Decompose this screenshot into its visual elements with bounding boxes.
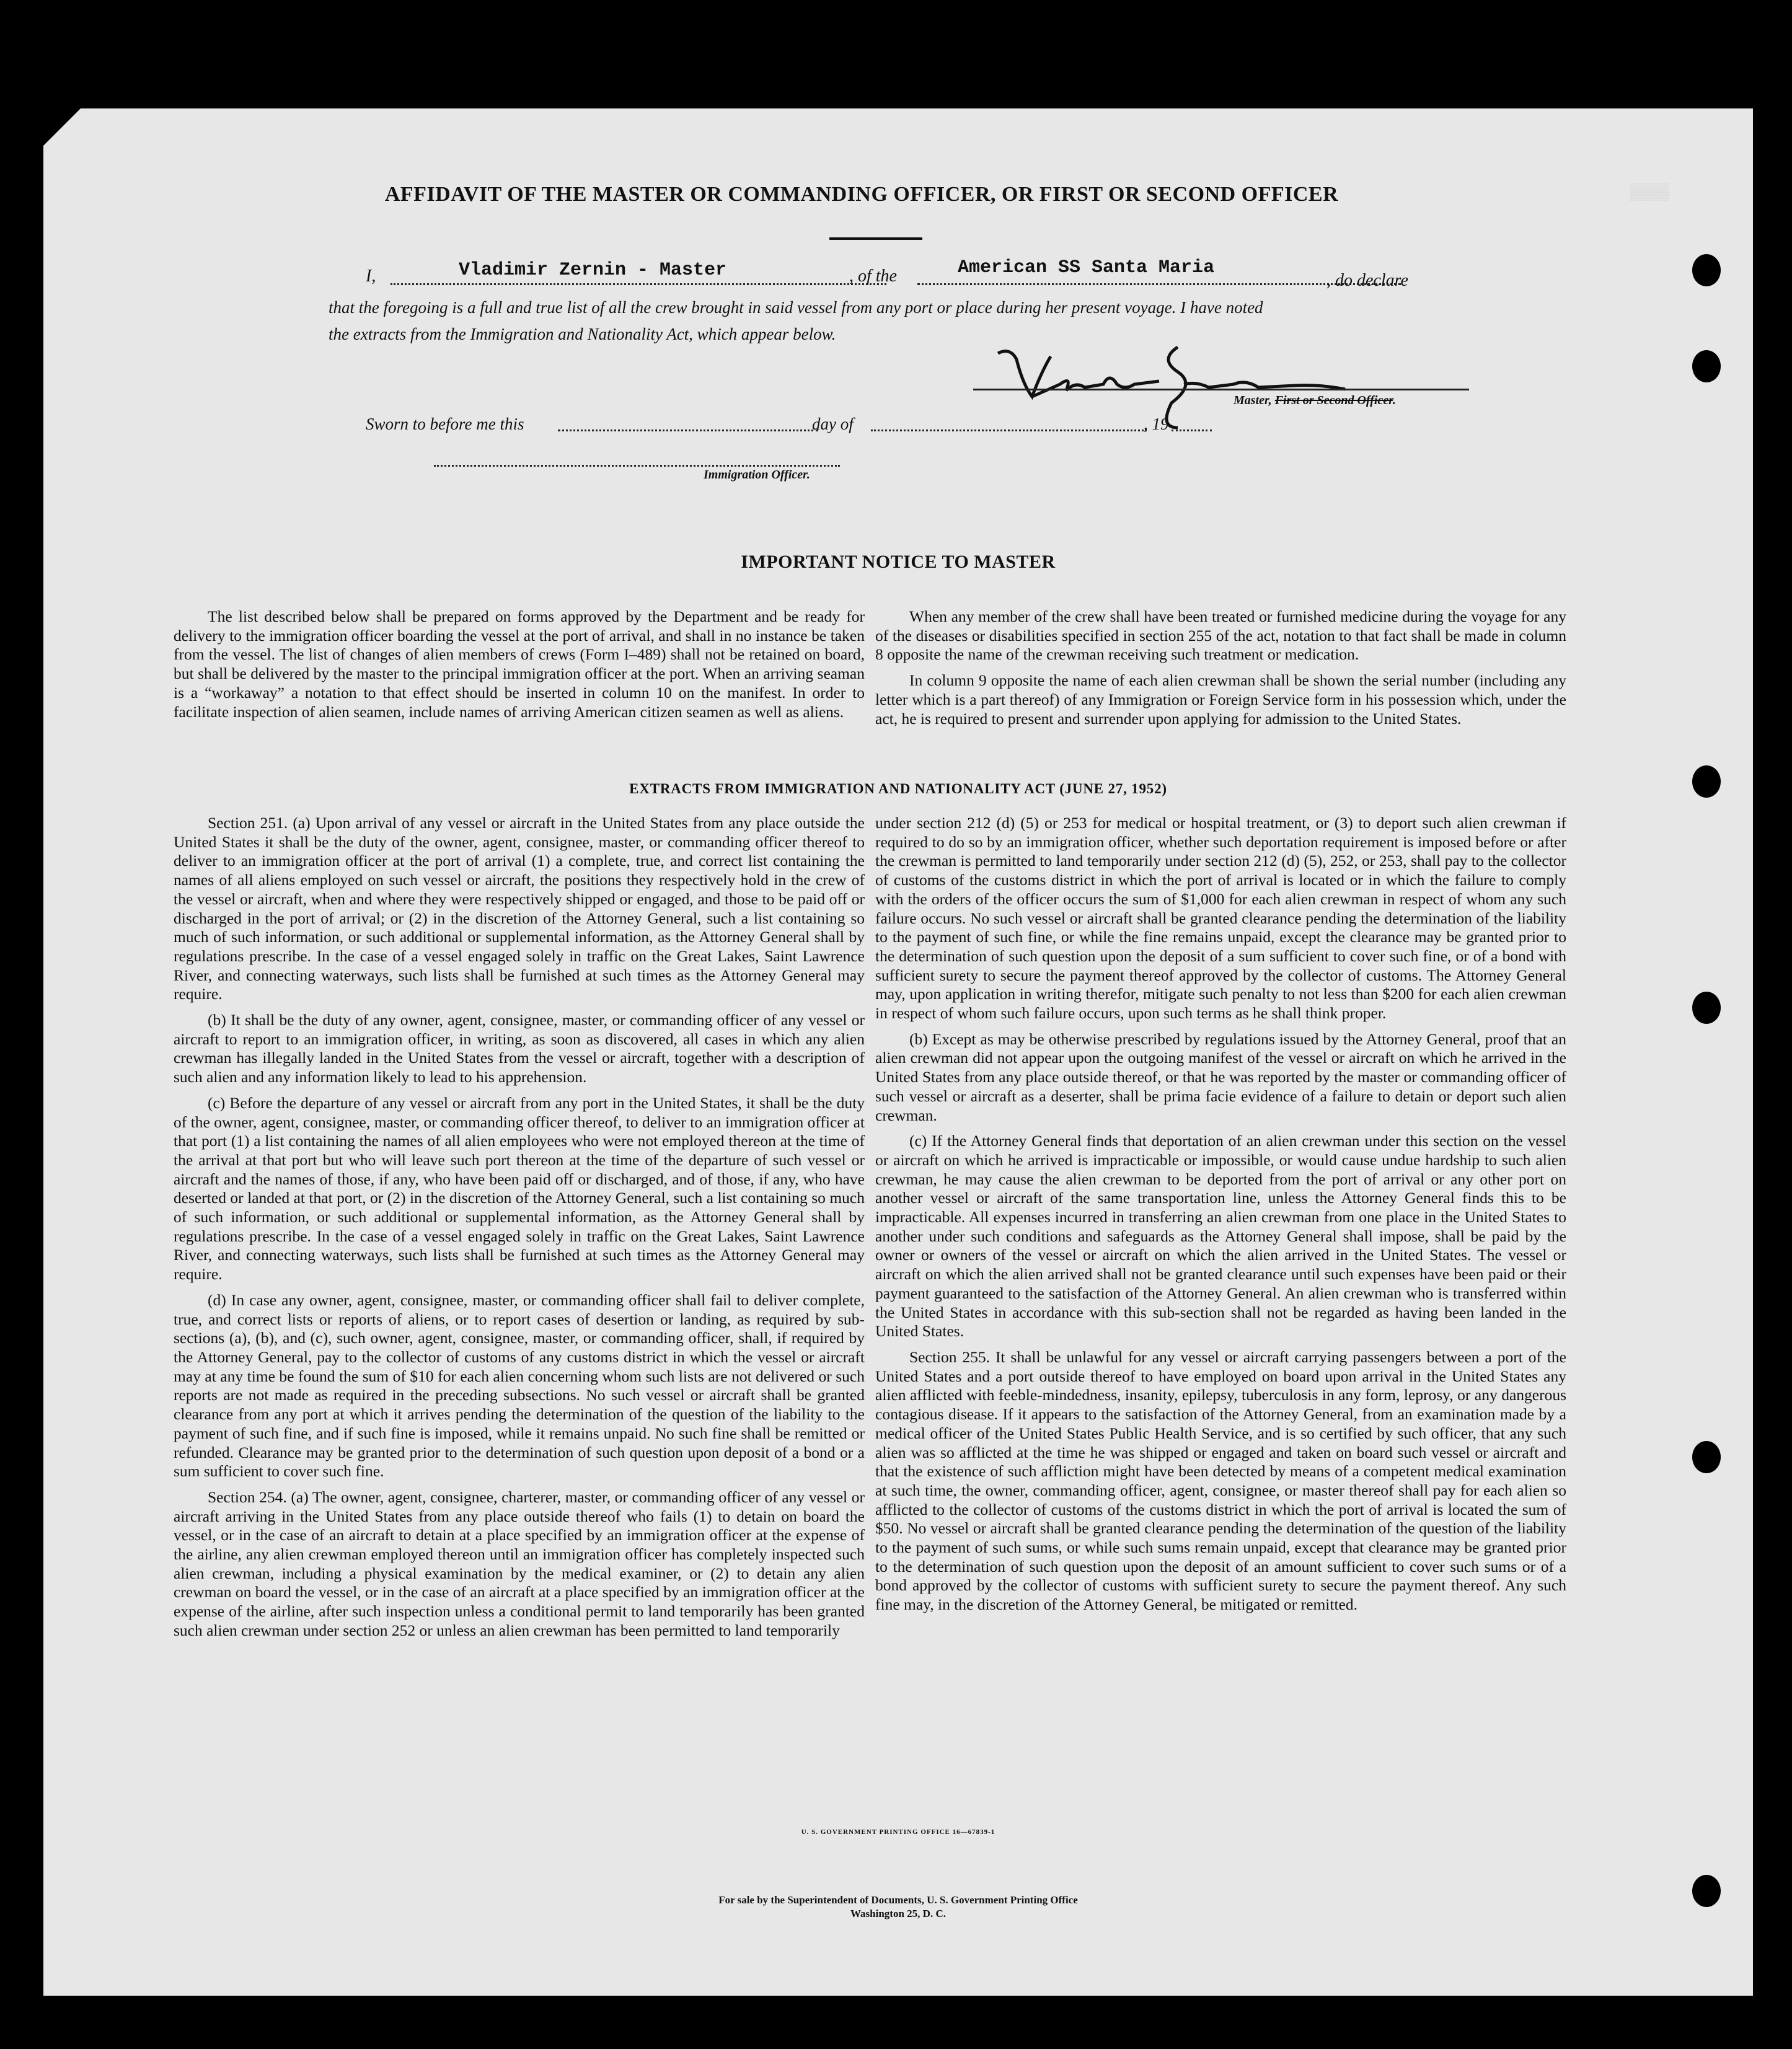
document-page bbox=[43, 108, 1753, 1996]
signature-role-label: Master, First or Second Officer. bbox=[1234, 394, 1396, 407]
sale-line-2: Washington 25, D. C. bbox=[850, 1908, 946, 1919]
sworn-date-line bbox=[558, 430, 818, 431]
section-254-c: (c) If the Attorney General finds that deportation of an alien crewman under this section on the vessel or aircraft on which he arrived is impracticable or impossible, or would cause undue hardship to such alien crewman, he may cause the alien crewman to be deported from the port of arrival or any other port on another vessel or aircraft of the same transportation line, unless the Attorney General finds this to be impracticable. All expenses incurred in transferring an alien crewman from one place in the United States to another under such conditions and safeguards as the Attorney General shall impose, shall be paid by the owner or owners of the vessel or aircraft on which the alien arrived in the United States. The vessel or aircraft on which the alien arrived shall not be granted clearance until such expenses have been paid or their payment guaranteed to the satisfaction of the Attorney General. An alien crewman who is transferred within the United States in accordance with this sub-section shall not be regarded as having been landed in the United States. bbox=[875, 1132, 1566, 1341]
master-signature bbox=[973, 322, 1407, 434]
month-line bbox=[871, 430, 1147, 431]
year-line bbox=[1172, 430, 1212, 431]
extracts-right-column bbox=[875, 814, 1566, 1615]
year-prefix-label: , 19 bbox=[1144, 415, 1169, 433]
i-label: I, bbox=[366, 267, 376, 286]
folded-corner bbox=[43, 108, 81, 146]
punch-hole bbox=[1692, 992, 1721, 1024]
officer-name-field: Vladimir Zernin - Master bbox=[459, 260, 727, 281]
punch-hole bbox=[1692, 254, 1721, 286]
immigration-officer-label: Immigration Officer. bbox=[704, 468, 810, 482]
section-251-b: (b) It shall be the duty of any owner, agent, consignee, master, or commanding officer of any vessel or aircraft to report to an immigration officer, in writing, as soon as discovered, all cases in which any alien crewman has illegally landed in the United States from the vessel or aircraft, together with a description of such alien and any information likely to lead to his apprehension. bbox=[174, 1011, 865, 1086]
extracts-left-column bbox=[174, 814, 865, 1641]
punch-hole bbox=[1692, 350, 1721, 382]
printing-code: U. S. GOVERNMENT PRINTING OFFICE 16—67839-1 bbox=[801, 1828, 995, 1836]
section-254-b: (b) Except as may be otherwise prescribed by regulations issued by the Attorney General, proof that an alien crewman did not appear upon the outgoing manifest of the vessel or aircraft on which he arrived in the United States from any place outside thereof, or that he was reported by the master or commanding officer of such vessel or aircraft as a deserter, shall be prima facie evidence of a failure to detain or deport such alien crewman. bbox=[875, 1029, 1566, 1124]
sworn-label: Sworn to before me this bbox=[366, 415, 524, 433]
notice-title: IMPORTANT NOTICE TO MASTER bbox=[741, 552, 1056, 572]
section-254-a: Section 254. (a) The owner, agent, consignee, charterer, master, or commanding officer of any vessel or aircraft arriving in the United States from any place outside thereof who fails (1) to detain on board the vessel, or in the case of an aircraft to detain at a place specified by an immigration officer at the expense of the airline, any alien crewman employed thereon until an immigration officer has completely inspected such alien crewman, including a physical examination by the medical examiner, or (2) to detain any alien crewman on board the vessel, or in the case of an aircraft at a place specified by an immigration officer at the expense of the airline, after such inspection unless a conditional permit to land temporarily has been granted such alien crewman under section 252 or unless an alien crewman has been permitted to land temporarily bbox=[174, 1487, 865, 1639]
extracts-title: EXTRACTS FROM IMMIGRATION AND NATIONALITY ACT (JUNE 27, 1952) bbox=[629, 781, 1167, 796]
affidavit-title: AFFIDAVIT OF THE MASTER OR COMMANDING OFFICER, OR FIRST OR SECOND OFFICER bbox=[384, 183, 1339, 206]
section-251-d: (d) In case any owner, agent, consignee, master, or commanding officer shall fail to deliver complete, true, and correct lists or reports of aliens, or to report cases of desertion or landing, as required by sub-sections (a), (b), and (c), such owner, agent, consignee, master, or commanding officer, shall, if required by the Attorney General, pay to the collector of customs of any customs district in which the vessel or aircraft may at any time be found the sum of $10 for each alien concerning whom such lists are not delivered or such reports are not made as required in the preceding subsections. No such vessel or aircraft shall be granted clearance from any port at which it arrives pending the determination of the question of the liability to the payment of such fine, and if such fine is imposed, while it remains unpaid. No such fine shall be remitted or refunded. Clearance may be granted prior to the determination of such question upon deposit of a bond or a sum sufficient to cover such fine. bbox=[174, 1290, 865, 1481]
punch-hole bbox=[1692, 1441, 1721, 1473]
do-declare-label: , do declare bbox=[1326, 271, 1408, 290]
bleed-through-mark: ▒▒▒▒ bbox=[1630, 183, 1669, 201]
day-of-label: day of bbox=[812, 415, 854, 433]
notice-right-column bbox=[875, 607, 1566, 728]
signature-line bbox=[973, 389, 1469, 390]
section-251-c: (c) Before the departure of any vessel or aircraft from any port in the United States, it shall be the duty of the owner, agent, consignee, master, or commanding officer thereof, to deliver to an immigration officer at that port (1) a list containing the names of all alien employees who were not employed thereon at the time of the arrival at that port but who will leave such port thereon at the time of the departure of such vessel or aircraft and the names of those, if any, who have been paid off or discharged, and of those, if any, who have deserted or landed at that port, or (2) in the discretion of the Attorney General, such a list containing so much of such information, or such additional or supplemental information, as the Attorney General shall by regulations prescribe. In the case of a vessel engaged solely in traffic on the Great Lakes, Saint Lawrence River, and connecting waterways, such lists shall be furnished at such times as the Attorney General may require. bbox=[174, 1093, 865, 1284]
immigration-officer-line bbox=[434, 465, 840, 467]
notice-right-paragraph-1: When any member of the crew shall have been treated or furnished medicine during the voyage for any of the diseases or disabilities specified in section 255 of the act, notation to that fact shall be made in column 8 opposite the name of the crewman receiving such treatment or medication. bbox=[875, 607, 1566, 664]
notice-left-column bbox=[174, 607, 865, 721]
officer-name-line bbox=[391, 283, 886, 285]
affidavit-statement-line1: that the foregoing is a full and true list of all the crew brought in said vessel from any port or place during her present voyage. I have noted bbox=[329, 298, 1263, 317]
of-the-label: , of the bbox=[849, 267, 897, 286]
section-251-a: Section 251. (a) Upon arrival of any vessel or aircraft in the United States from any place outside the United States it shall be the duty of the owner, agent, consignee, master, or commanding officer thereof to deliver to an immigration officer at the port of arrival (1) a complete, true, and correct list containing the names of all aliens employed on such vessel or aircraft, the positions they respectively hold in the crew of the vessel or aircraft, when and where they were respectively shipped or engaged, and those to be paid off or discharged in the port of arrival; or (2) in the discretion of the Attorney General, such a list containing so much of such information, or such additional or supplemental information, as the Attorney General shall by regulations prescribe. In the case of a vessel engaged solely in traffic on the Great Lakes, Saint Lawrence River, and connecting waterways, such lists shall be furnished at such times as the Attorney General may require. bbox=[174, 814, 865, 1003]
notice-right-paragraph-2: In column 9 opposite the name of each alien crewman shall be shown the serial number (including any letter which is a part thereof) of any Immigration or Foreign Service form in his possession which, under the act, he is required to present and surrender upon applying for admission to the United States. bbox=[875, 671, 1566, 728]
section-254-a-continued: under section 212 (d) (5) or 253 for medical or hospital treatment, or (3) to deport such alien crewman if required to do so by an immigration officer, whether such deportation requirement is imposed before or after the crewman is permitted to land temporarily under section 212 (d) (5), 252, or 253, shall pay to the collector of customs of the customs district in which the port of arrival is located or in which the failure to comply with the orders of the officer occurs the sum of $1,000 for each alien crewman in respect of whom any such failure occurs. No such vessel or aircraft shall be granted clearance pending the determination of the liability to the payment of such fine, or while the fine remains unpaid, except the clearance may be granted prior to the determination of such question upon the deposit of a sum sufficient to cover such fine, or of a bond with sufficient surety to secure the payment thereof approved by the collector of customs. The Attorney General may, upon application in writing therefor, mitigate such penalty to not less than $200 for each alien crewman in respect of whom such failure occurs, upon such terms as he shall think proper. bbox=[875, 814, 1566, 1023]
sale-notice bbox=[43, 1893, 1753, 1921]
affidavit-statement-line2: the extracts from the Immigration and Nationality Act, which appear below. bbox=[329, 325, 836, 343]
sale-line-1: For sale by the Superintendent of Documents, U. S. Government Printing Office bbox=[718, 1894, 1078, 1906]
section-255: Section 255. It shall be unlawful for any vessel or aircraft carrying passengers between a port of the United States and a port outside thereof to have employed on board upon arrival in the United States any alien afflicted with feeble-mindedness, insanity, epilepsy, tuberculosis in any form, leprosy, or any dangerous contagious disease. If it appears to the satisfaction of the Attorney General, from an examination made by a medical officer of the United States Public Health Service, and is so certified by such officer, that any such alien was so afflicted at the time he was shipped or engaged and taken on board such vessel or aircraft and that the existence of such affliction might have been detected by means of a competent medical examination at such time, the owner, commanding officer, agent, consignee, or master thereof shall pay for each alien so afflicted to the collector of customs of the customs district in which the port of arrival is located the sum of $50. No vessel or aircraft shall be granted clearance pending the determination of the question of the liability to the payment of such sums, or while such sums remain unpaid, except that clearance may be granted prior to the determination of such question upon the deposit of an amount sufficient to cover such sums or of a bond approved by the collector of customs with sufficient surety to secure the payment thereof. Any such fine may, in the discretion of the Attorney General, be mitigated or remitted. bbox=[875, 1347, 1566, 1614]
title-divider bbox=[829, 237, 922, 240]
notice-left-paragraph: The list described below shall be prepared on forms approved by the Department and be ready for delivery to the immigration officer boarding the vessel at the port of arrival, and shall in no instance be taken from the vessel. The list of changes of alien members of crews (Form I–489) shall not be retained on board, but shall be delivered by the master to the principal immigration officer at the port. When an arriving seaman is a “workaway” a notation to that effect should be inserted in column 10 on the manifest. In order to facilitate inspection of alien seamen, include names of arriving American citizen seamen as well as aliens. bbox=[174, 607, 865, 721]
vessel-field: American SS Santa Maria bbox=[958, 257, 1215, 278]
